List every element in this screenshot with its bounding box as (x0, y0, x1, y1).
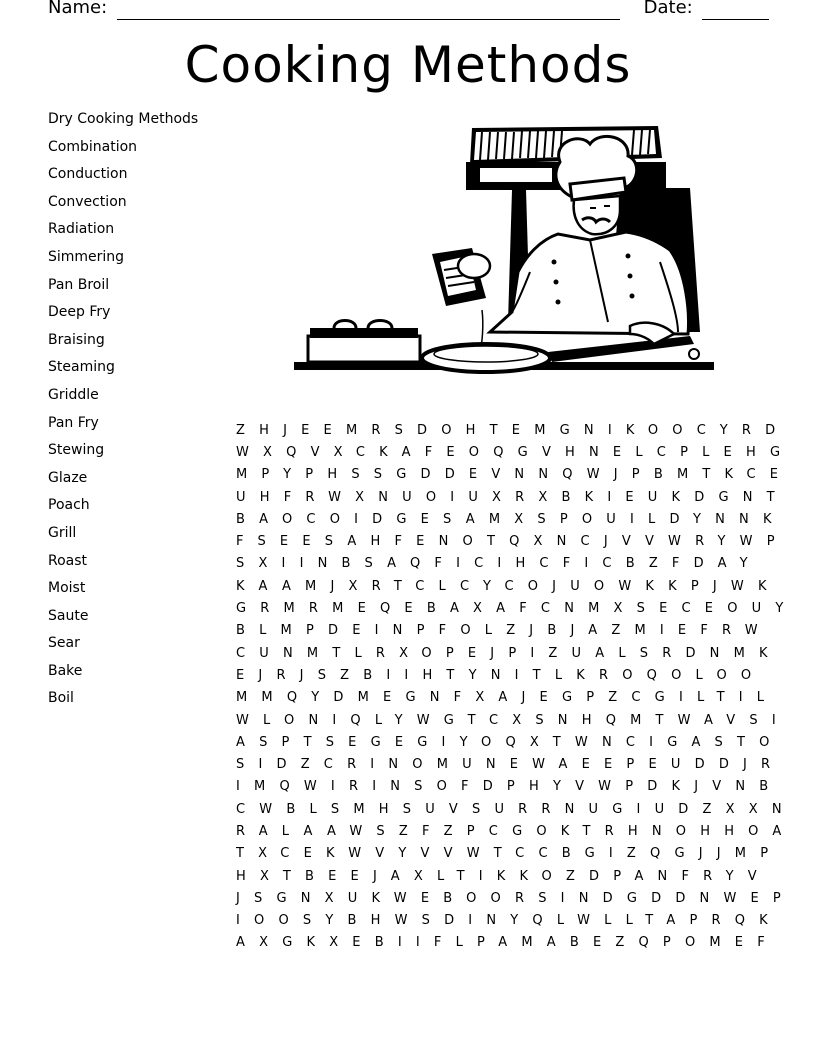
grid-row (230, 575, 798, 597)
grid-row (230, 865, 798, 887)
grid-row-letters[interactable]: WXQVXCKAFEOQGVHNELCPLEHG (236, 444, 795, 460)
grid-row-letters[interactable]: ZHJEEMRSDOHTEMGNIKOOCYRD (236, 422, 790, 438)
page-title: Cooking Methods (184, 36, 632, 94)
grid-row-letters[interactable]: TXCEKWVYVVWTCCBGIZQGJJMP (236, 846, 783, 862)
grid-row-letters[interactable]: SXIINBSAQFICIHCFICBZFDAY (236, 556, 762, 572)
grid-row (230, 419, 798, 441)
word-list-item: Glaze (48, 469, 88, 486)
grid-row (230, 932, 798, 954)
grid-row (230, 553, 798, 575)
grid-row-letters[interactable]: CUNMTLRXOPEJPIZUALSRDNMK (236, 645, 782, 661)
word-list-item: Poach (48, 497, 90, 514)
grid-row (230, 664, 798, 686)
grid-row-letters[interactable]: FSEESAHFENOTQXNCJVVWRYWP (236, 534, 789, 550)
date-label: Date: (643, 0, 693, 18)
grid-row (230, 620, 798, 642)
grid-row (230, 486, 798, 508)
header (48, 0, 769, 20)
word-list-item: Bake (48, 662, 83, 679)
grid-row-letters[interactable]: GRMRMEQEBAXAFCNMXSECEOUY (236, 601, 798, 617)
grid-row-letters[interactable]: EJRJSZBIIHTYNITLKROQOLOO (236, 667, 766, 683)
grid-row-letters[interactable]: MMQYDMEGNFXAJEGPZCGILTIL (236, 690, 779, 706)
word-list-item: Pan Fry (48, 414, 99, 431)
grid-row (230, 887, 798, 909)
grid-row-letters[interactable]: WLONIQLYWGTCXSNHQMTWAVSI (236, 712, 790, 728)
chef-cooking-illustration (290, 122, 718, 378)
grid-row-letters[interactable]: BLMPDEINPFOLZJBJAZMIEFRW (236, 623, 772, 639)
grid-row (230, 441, 798, 463)
word-list-item: Conduction (48, 166, 128, 183)
grid-row (230, 687, 798, 709)
word-list-item: Pan Broil (48, 276, 110, 293)
word-search-grid (230, 419, 798, 954)
grid-row (230, 508, 798, 530)
grid-row (230, 798, 798, 820)
word-list-item: Boil (48, 690, 74, 707)
grid-row (230, 642, 798, 664)
chef-hat (556, 136, 637, 200)
grid-row-letters[interactable]: UHFRWXNUOIUXRXBKIEUKDGNT (236, 489, 789, 505)
grid-row-letters[interactable]: KAAMJXRTCLCYCOJUOWKKPJWK (236, 578, 781, 594)
word-list-item: Radiation (48, 221, 115, 238)
grid-row-letters[interactable]: HXTBEEJAXLTIKKOZDPANFRYV (236, 868, 771, 884)
word-list-item: Sear (48, 635, 80, 652)
word-list (48, 108, 198, 715)
word-list-item: Stewing (48, 442, 105, 459)
word-list-item: Grill (48, 524, 77, 541)
word-list-item: Steaming (48, 359, 115, 376)
grid-row-letters[interactable]: ASPTSEGEGIYOQXTWNCIGASTO (236, 734, 784, 750)
grid-row (230, 709, 798, 731)
grid-row (230, 776, 798, 798)
grid-row-letters[interactable]: AXGKXEBIIFLPAMABEZQPOMEF (236, 935, 779, 951)
grid-row (230, 910, 798, 932)
grid-row-letters[interactable]: MPYPHSSGDDEVNNQWJPBMTKCE (236, 467, 793, 483)
grid-row (230, 464, 798, 486)
word-list-item: Simmering (48, 248, 125, 265)
grid-row-letters[interactable]: IOOSYBHWSDINYQLWLLTAPRQK (236, 913, 782, 929)
word-list-item: Saute (48, 607, 89, 624)
word-list-item: Moist (48, 580, 86, 597)
word-list-item: Convection (48, 193, 127, 210)
seasoning-bottle (432, 248, 490, 306)
word-list-item: Braising (48, 331, 105, 348)
grid-row-letters[interactable]: JSGNXUKWEBOORSINDGDDNWEP (236, 890, 795, 906)
word-list-item: Combination (48, 138, 138, 155)
grid-row (230, 530, 798, 552)
name-field[interactable] (117, 2, 620, 20)
word-list-item: Deep Fry (48, 304, 111, 321)
word-list-item: Roast (48, 552, 88, 569)
grid-row (230, 753, 798, 775)
word-list-item: Dry Cooking Methods (48, 111, 199, 127)
grid-row-letters[interactable]: BAOCOIDGESAMXSPOUILDYNNK (236, 511, 786, 527)
name-label: Name: (48, 0, 108, 18)
grid-row-letters[interactable]: RALAAWSZFZPCGOKTRHNOHHOA (236, 823, 796, 839)
grid-row (230, 597, 798, 619)
grid-row-letters[interactable]: SIDZCRINOMUNEWAEEPEUDDJR (236, 757, 785, 773)
date-field[interactable] (702, 2, 769, 20)
grid-row (230, 820, 798, 842)
grid-row-letters[interactable]: CWBLSMHSUVSURRNUGIUDZXXN (236, 801, 796, 817)
word-list-item: Griddle (48, 386, 99, 403)
grid-row (230, 843, 798, 865)
grid-row (230, 731, 798, 753)
grid-row-letters[interactable]: IMQWIRINSOFDPHYVWPDKJVNB (236, 779, 783, 795)
